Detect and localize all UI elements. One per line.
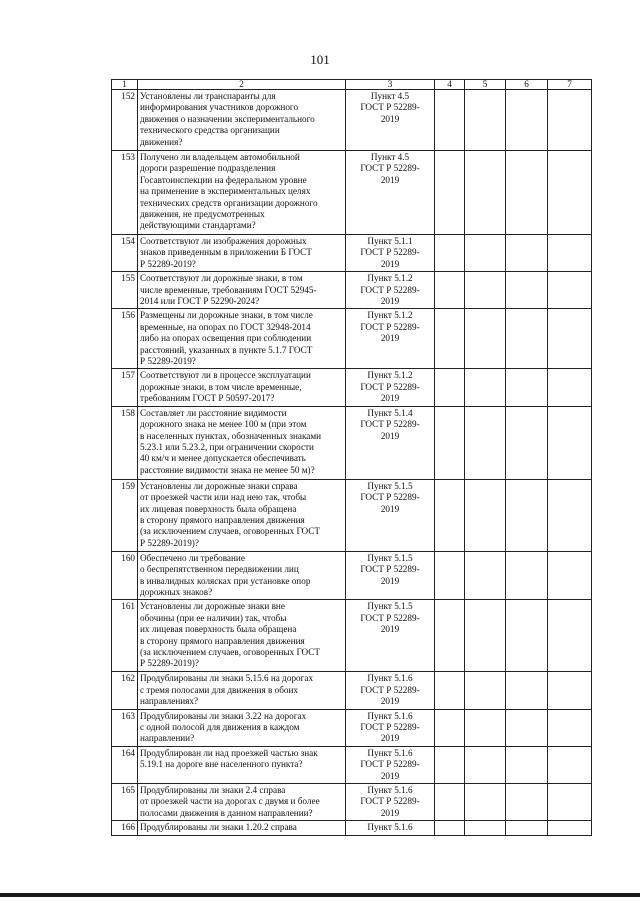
row-question: Продублированы ли знаки 3.22 на дорогах с одной полосой для движения в каждом направлении? <box>138 709 346 746</box>
row-col-6 <box>506 821 548 835</box>
row-col-4 <box>435 406 465 479</box>
row-col-5 <box>465 272 506 309</box>
table-body <box>112 90 592 836</box>
row-number: 153 <box>112 151 138 235</box>
row-number: 155 <box>112 272 138 309</box>
row-col-6 <box>506 369 548 406</box>
row-reference: Пункт 5.1.5 ГОСТ Р 52289- 2019 <box>346 551 435 600</box>
row-col-5 <box>465 600 506 672</box>
row-col-4 <box>435 369 465 406</box>
row-reference: Пункт 5.1.2 ГОСТ Р 52289- 2019 <box>346 309 435 369</box>
column-header: 2 <box>138 80 346 90</box>
row-col-6 <box>506 309 548 369</box>
row-col-7 <box>548 479 592 551</box>
row-number: 160 <box>112 551 138 600</box>
row-col-5 <box>465 479 506 551</box>
row-col-4 <box>435 672 465 709</box>
row-col-4 <box>435 479 465 551</box>
table-row <box>112 746 592 783</box>
row-col-7 <box>548 551 592 600</box>
row-col-6 <box>506 272 548 309</box>
row-col-6 <box>506 235 548 272</box>
row-col-5 <box>465 151 506 235</box>
row-col-6 <box>506 746 548 783</box>
table-row <box>112 235 592 272</box>
row-reference: Пункт 5.1.6 ГОСТ Р 52289- 2019 <box>346 709 435 746</box>
row-question: Продублирован ли над проезжей частью знак 5.19.1 на дороге вне населенного пункта? <box>138 746 346 783</box>
row-col-4 <box>435 821 465 835</box>
row-col-5 <box>465 746 506 783</box>
row-col-7 <box>548 235 592 272</box>
row-reference: Пункт 5.1.1 ГОСТ Р 52289- 2019 <box>346 235 435 272</box>
table-row <box>112 551 592 600</box>
row-number: 157 <box>112 369 138 406</box>
row-col-4 <box>435 272 465 309</box>
table-row <box>112 821 592 835</box>
row-reference: Пункт 5.1.6 ГОСТ Р 52289- 2019 <box>346 746 435 783</box>
column-header: 6 <box>506 80 548 90</box>
row-col-4 <box>435 151 465 235</box>
row-number: 162 <box>112 672 138 709</box>
row-col-4 <box>435 551 465 600</box>
row-question: Установлены ли дорожные знаки вне обочины (при ее наличии) так, чтобы их лицевая поверхность была обращена в сторону прямого направления движения (за исключением случаев, оговоренных ГОСТ Р 52289-2019)? <box>138 600 346 672</box>
row-col-6 <box>506 709 548 746</box>
row-col-6 <box>506 551 548 600</box>
table-row <box>112 90 592 151</box>
row-col-5 <box>465 406 506 479</box>
row-col-7 <box>548 709 592 746</box>
table-row <box>112 672 592 709</box>
row-question: Составляет ли расстояние видимости дорожного знака не менее 100 м (при этом в населенных пунктах, обозначенных знаками 5.23.1 или 5.23.2, при ограничении скорости 40 км/ч и менее допускается обеспечивать расстояние видимости знака не менее 50 м)? <box>138 406 346 479</box>
column-header: 3 <box>346 80 435 90</box>
row-col-7 <box>548 90 592 151</box>
row-col-7 <box>548 369 592 406</box>
row-col-7 <box>548 672 592 709</box>
row-col-4 <box>435 709 465 746</box>
checklist-table <box>111 79 592 836</box>
column-header: 1 <box>112 80 138 90</box>
row-question: Соответствуют ли дорожные знаки, в том числе временные, требованиям ГОСТ 52945- 2014 или ГОСТ Р 52290-2024? <box>138 272 346 309</box>
column-header: 7 <box>548 80 592 90</box>
row-col-5 <box>465 90 506 151</box>
row-question: Продублированы ли знаки 2.4 справа от проезжей части на дорогах с двумя и более полосами движения в данном направлении? <box>138 783 346 820</box>
row-question: Продублированы ли знаки 5.15.6 на дорогах с тремя полосами для движения в обоих направлениях? <box>138 672 346 709</box>
row-col-7 <box>548 151 592 235</box>
row-question: Продублированы ли знаки 1.20.2 справа <box>138 821 346 835</box>
row-number: 156 <box>112 309 138 369</box>
row-number: 164 <box>112 746 138 783</box>
row-col-5 <box>465 309 506 369</box>
row-reference: Пункт 5.1.5 ГОСТ Р 52289- 2019 <box>346 600 435 672</box>
table-row <box>112 783 592 820</box>
row-col-4 <box>435 309 465 369</box>
row-number: 154 <box>112 235 138 272</box>
table-header-row <box>112 80 592 90</box>
row-number: 161 <box>112 600 138 672</box>
table-row <box>112 479 592 551</box>
row-number: 152 <box>112 90 138 151</box>
row-reference: Пункт 4.5 ГОСТ Р 52289- 2019 <box>346 90 435 151</box>
row-col-7 <box>548 600 592 672</box>
table-row <box>112 309 592 369</box>
row-number: 159 <box>112 479 138 551</box>
row-col-6 <box>506 600 548 672</box>
row-number: 163 <box>112 709 138 746</box>
row-question: Получено ли владельцем автомобильной дороги разрешение подразделения Госавтоинспекции на федеральном уровне на применение в экспериментальных целях технических средств организации дорожного движения, не предусмотренных действующими стандартами? <box>138 151 346 235</box>
row-reference: Пункт 5.1.2 ГОСТ Р 52289- 2019 <box>346 369 435 406</box>
row-number: 158 <box>112 406 138 479</box>
row-col-6 <box>506 479 548 551</box>
column-header: 4 <box>435 80 465 90</box>
row-col-6 <box>506 406 548 479</box>
row-col-4 <box>435 235 465 272</box>
row-reference: Пункт 5.1.6 ГОСТ Р 52289- 2019 <box>346 672 435 709</box>
row-col-4 <box>435 746 465 783</box>
row-col-6 <box>506 672 548 709</box>
row-question: Соответствуют ли изображения дорожных знаков приведенным в приложении Б ГОСТ Р 52289-2019? <box>138 235 346 272</box>
row-question: Установлены ли транспаранты для информирования участников дорожного движения о назначении экспериментального технического средства организации движения? <box>138 90 346 151</box>
row-reference: Пункт 5.1.4 ГОСТ Р 52289- 2019 <box>346 406 435 479</box>
row-reference: Пункт 5.1.2 ГОСТ Р 52289- 2019 <box>346 272 435 309</box>
table-row <box>112 709 592 746</box>
row-col-5 <box>465 821 506 835</box>
row-col-5 <box>465 551 506 600</box>
table-row <box>112 151 592 235</box>
table-row <box>112 272 592 309</box>
row-col-6 <box>506 90 548 151</box>
page-number: 101 <box>310 52 330 67</box>
row-number: 165 <box>112 783 138 820</box>
row-col-4 <box>435 90 465 151</box>
row-col-7 <box>548 272 592 309</box>
table-row <box>112 600 592 672</box>
row-col-4 <box>435 783 465 820</box>
row-reference: Пункт 5.1.5 ГОСТ Р 52289- 2019 <box>346 479 435 551</box>
column-header: 5 <box>465 80 506 90</box>
row-col-5 <box>465 235 506 272</box>
row-col-7 <box>548 309 592 369</box>
row-question: Установлены ли дорожные знаки справа от проезжей части или над нею так, чтобы их лицевая поверхность была обращена в сторону прямого направления движения (за исключением случаев, оговоренных ГОСТ Р 52289-2019)? <box>138 479 346 551</box>
row-question: Размещены ли дорожные знаки, в том числе временные, на опорах по ГОСТ 32948-2014 либо на опорах освещения при соблюдении расстояний, указанных в пункте 5.1.7 ГОСТ Р 52289-2019? <box>138 309 346 369</box>
row-col-4 <box>435 600 465 672</box>
row-number: 166 <box>112 821 138 835</box>
row-col-7 <box>548 783 592 820</box>
row-reference: Пункт 5.1.6 <box>346 821 435 835</box>
table-row <box>112 406 592 479</box>
bottom-scan-edge <box>0 893 640 897</box>
row-reference: Пункт 4.5 ГОСТ Р 52289- 2019 <box>346 151 435 235</box>
row-col-5 <box>465 369 506 406</box>
row-col-5 <box>465 672 506 709</box>
row-question: Обеспечено ли требование о беспрепятственном передвижении лиц в инвалидных колясках при установке опор дорожных знаков? <box>138 551 346 600</box>
row-question: Соответствуют ли в процессе эксплуатации дорожные знаки, в том числе временные, требованиям ГОСТ Р 50597-2017? <box>138 369 346 406</box>
row-reference: Пункт 5.1.6 ГОСТ Р 52289- 2019 <box>346 783 435 820</box>
row-col-6 <box>506 151 548 235</box>
row-col-5 <box>465 709 506 746</box>
row-col-7 <box>548 406 592 479</box>
row-col-5 <box>465 783 506 820</box>
row-col-7 <box>548 746 592 783</box>
row-col-6 <box>506 783 548 820</box>
table-row <box>112 369 592 406</box>
row-col-7 <box>548 821 592 835</box>
